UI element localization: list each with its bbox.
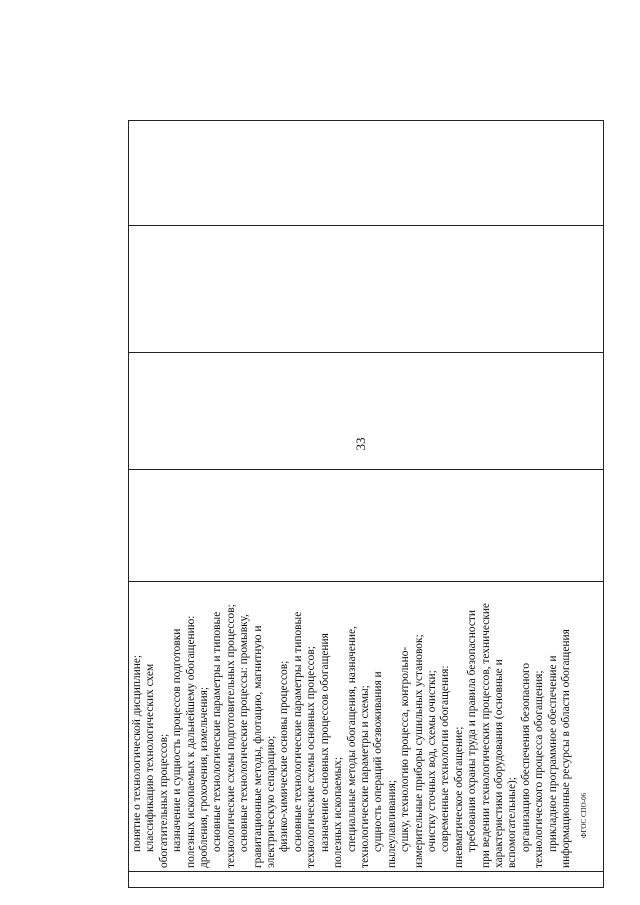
topic-line: полезных ископаемых; bbox=[332, 756, 345, 868]
topic-line: прикладное программное обеспечение и bbox=[546, 655, 559, 852]
topic-line: сущность операций обезвоживания и bbox=[372, 671, 385, 852]
topic-line: назначение основных процессов обогащения bbox=[318, 633, 331, 852]
topic-line: технологические схемы подготовительных процессов; bbox=[224, 604, 237, 868]
topic-line: пневматическое обогащение; bbox=[452, 726, 465, 868]
topic-line: технологического процесса обогащения; bbox=[533, 670, 546, 868]
topic-line: вспомогательные); bbox=[506, 777, 519, 868]
table-cell-hours bbox=[129, 469, 603, 581]
topic-line: технологические параметры и схемы; bbox=[358, 685, 371, 868]
table-cell-competences bbox=[129, 225, 603, 352]
topic-line: измерительные приборы сушильных установок; bbox=[412, 634, 425, 868]
topic-line: дробления, грохочения, измельчения; bbox=[198, 686, 211, 868]
table-cell-extra bbox=[129, 121, 603, 225]
topic-line: электрическую сепарацию; bbox=[265, 735, 278, 868]
page-number: 33 bbox=[353, 437, 368, 451]
topic-line: пылеулавливания; bbox=[385, 779, 398, 868]
topic-line: назначение и сущность процессов подготовки bbox=[171, 628, 184, 852]
topic-line: классификацию технологических схем bbox=[144, 663, 157, 852]
topic-line: основные технологические параметры и типовые bbox=[211, 611, 224, 852]
topic-line: основные технологические параметры и типовые bbox=[291, 611, 304, 852]
topic-line: очистку сточных вод, схемы очистки; bbox=[425, 670, 438, 852]
topic-line: технологические схемы основных процессов; bbox=[305, 646, 318, 868]
footer-code: ФГОС СПО-06 bbox=[580, 792, 588, 838]
topic-line: специальные методы обогащения, назначение, bbox=[345, 626, 358, 852]
topic-line: характеристики оборудования (основные и bbox=[492, 659, 505, 868]
table-cell-topics bbox=[129, 581, 603, 871]
topic-line: полезных ископаемых к дальнейшему обогащению: bbox=[184, 615, 197, 868]
rotated-page bbox=[128, 120, 604, 888]
curriculum-table bbox=[128, 120, 604, 888]
topic-line: физико-химические основы процессов; bbox=[278, 660, 291, 852]
topic-line: гравитационные методы, флотацию, магнитную и bbox=[251, 625, 264, 868]
topic-line: организацию обеспечения безопасного bbox=[519, 662, 532, 852]
topic-line: сушку, технологию процесса, контрольно- bbox=[399, 646, 412, 852]
table-cell-code bbox=[129, 871, 603, 887]
topic-line: понятие о технологической дисциплине; bbox=[131, 654, 143, 852]
topic-line: обогатительных процессов; bbox=[157, 733, 170, 868]
topic-line: требования охраны труда и правила безопасности bbox=[466, 610, 479, 852]
topic-line: современные технологии обогащения: bbox=[439, 665, 452, 852]
topic-line: основные технологические процессы: промывку, bbox=[238, 614, 251, 852]
topic-line: при ведении технологических процессов, технические bbox=[479, 603, 492, 868]
topic-line: информационные ресурсы в области обогащения bbox=[560, 629, 572, 868]
